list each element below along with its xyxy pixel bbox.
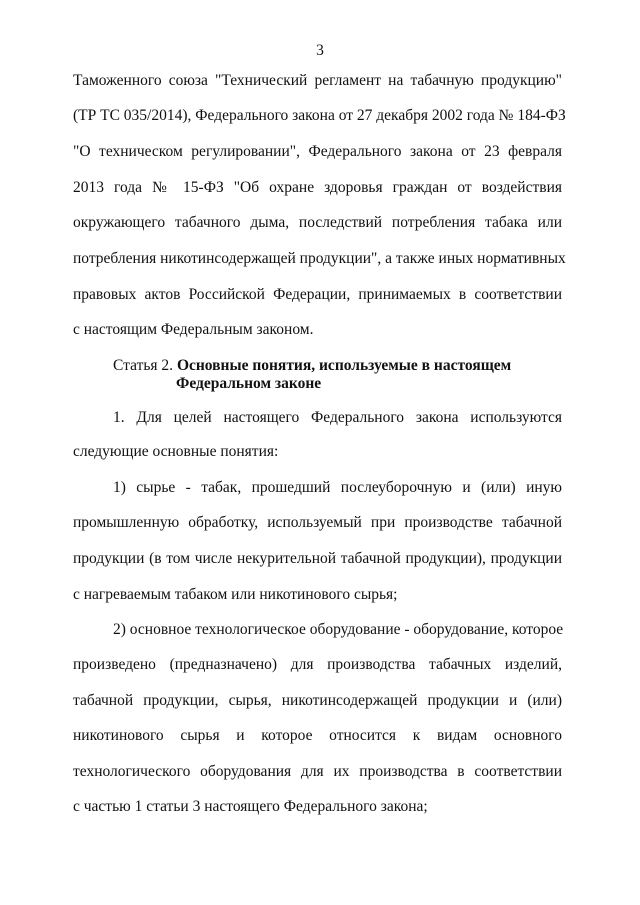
article-title: Основные понятия, используемые в настоящем bbox=[176, 357, 512, 374]
text-line: произведено (предназначено) для производства табачных изделий, bbox=[73, 656, 562, 673]
text-line: Таможенного союза "Технический регламент на табачную продукцию" bbox=[73, 72, 562, 89]
text-line: правовых актов Российской Федерации, принимаемых в соответствии bbox=[73, 286, 562, 303]
article-prefix: Статья 2. bbox=[113, 357, 174, 374]
text-line: технологического оборудования для их производства в соответствии bbox=[73, 763, 562, 780]
text-line: (ТР ТС 035/2014), Федерального закона от 27 декабря 2002 года № 184-ФЗ bbox=[73, 107, 566, 124]
text-line: продукции (в том числе некурительной табачной продукции), продукции bbox=[73, 550, 562, 567]
text-line: 1. Для целей настоящего Федерального закона используются bbox=[113, 409, 562, 426]
page-number: 3 bbox=[316, 42, 324, 59]
text-line: с настоящим Федеральным законом. bbox=[73, 321, 314, 338]
text-line: с частью 1 статьи 3 настоящего Федерального закона; bbox=[73, 798, 428, 815]
text-line: 2013 года № 15-ФЗ "Об охране здоровья граждан от воздействия bbox=[73, 179, 562, 196]
text-line: 1) сырье - табак, прошедший послеуборочную и (или) иную bbox=[113, 479, 562, 496]
text-line: "О техническом регулировании", Федерального закона от 23 февраля bbox=[73, 143, 562, 160]
text-line: окружающего табачного дыма, последствий потребления табака или bbox=[73, 214, 562, 231]
text-line: с нагреваемым табаком или никотинового сырья; bbox=[73, 586, 398, 603]
text-line: табачной продукции, сырья, никотинсодержащей продукции и (или) bbox=[73, 692, 562, 709]
article-title-line-2: Федеральном законе bbox=[176, 375, 322, 392]
text-line: никотинового сырья и которое относится к видам основного bbox=[73, 727, 562, 744]
text-line: потребления никотинсодержащей продукции", а также иных нормативных bbox=[73, 250, 566, 267]
text-line: 2) основное технологическое оборудование - оборудование, которое bbox=[113, 621, 564, 638]
text-line: промышленную обработку, используемый при производстве табачной bbox=[73, 514, 562, 531]
article-heading-line-1 bbox=[113, 357, 511, 375]
text-line: следующие основные понятия: bbox=[73, 443, 279, 460]
